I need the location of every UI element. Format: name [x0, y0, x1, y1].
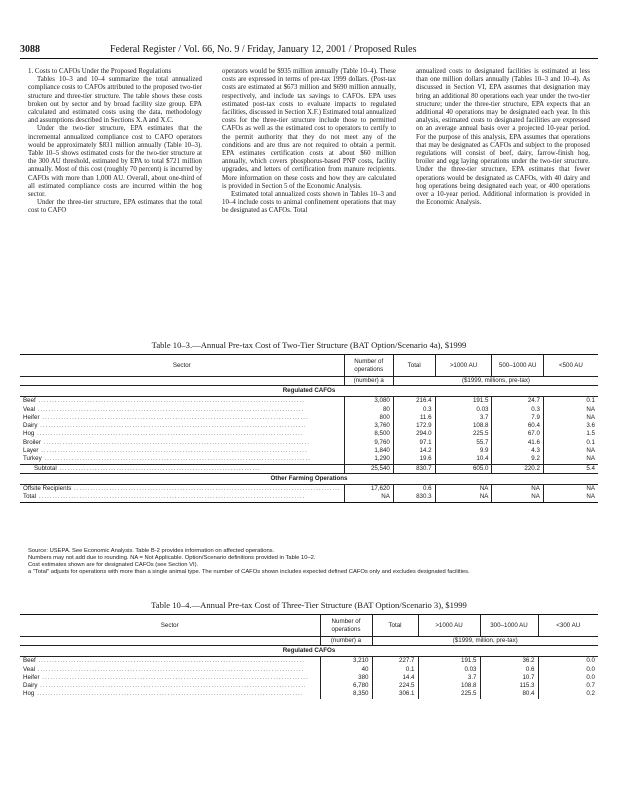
col-header-sector: Sector	[20, 615, 320, 637]
paragraph: Tables 10–3 and 10–4 summarize the total annualized compliance costs to CAFOs attributed to the proposed two-tier structure and three-tier structure. The table shows these costs broken out by sector and by broad facility size group. EPA calculated and estimated costs using the data, methodology and assumptions described in Sections X.A and X.C.	[28, 76, 202, 125]
cell: 191.5	[418, 657, 480, 666]
cell: 3.6	[543, 422, 598, 430]
section-heading: 1. Costs to CAFOs Under the Proposed Regulations	[28, 68, 172, 75]
cell: 36.2	[480, 657, 538, 666]
table-row	[20, 690, 598, 698]
cell: 0.0	[538, 674, 598, 682]
cell: 24.7	[492, 397, 543, 406]
cell: 3.7	[435, 414, 492, 422]
cell: 800	[344, 414, 393, 422]
cell: 306.1	[372, 690, 418, 698]
cell: 0.3	[492, 406, 543, 414]
cell: 60.4	[492, 422, 543, 430]
cell: 172.9	[393, 422, 435, 430]
subtotal-label: Subtotal ..........................................................................	[20, 464, 344, 473]
units-dollars: ($1999, million, pre-tax)	[372, 637, 598, 646]
cell: 97.1	[393, 439, 435, 447]
cell: 8,500	[344, 430, 393, 438]
col-header-total: Total	[372, 615, 418, 637]
table-row	[20, 455, 598, 464]
cell: 0.6	[480, 666, 538, 674]
col-header-large: >1000 AU	[435, 355, 492, 377]
row-label: Heifer ..................................................................................................	[23, 673, 309, 681]
table-row	[20, 493, 598, 502]
row-label: Veal ..................................................................................................	[23, 405, 305, 413]
section-label: Regulated CAFOs	[20, 646, 598, 657]
col-header-small: <300 AU	[538, 615, 598, 637]
cell: NA	[543, 406, 598, 414]
row-label: Beef ..................................................................................................	[23, 397, 305, 405]
table-row	[20, 657, 598, 666]
cell: 830.7	[393, 464, 435, 473]
section-label: Regulated CAFOs	[20, 386, 598, 397]
cell: 41.6	[492, 439, 543, 447]
table-row	[20, 430, 598, 438]
page-number: 3088	[20, 44, 40, 55]
table-10-3-rows	[20, 397, 598, 464]
note: Cost estimates shown are for designated CAFOs (see Section VI).	[28, 562, 199, 568]
col-header-medium: 300–1000 AU	[480, 615, 538, 637]
table-row	[20, 682, 598, 690]
running-title: Federal Register / Vol. 66, No. 9 / Friday, January 12, 2001 / Proposed Rules	[110, 44, 417, 55]
cell: 67.0	[492, 430, 543, 438]
table-10-3-notes	[28, 548, 598, 576]
cell: 0.1	[372, 666, 418, 674]
table-row	[20, 666, 598, 674]
table-10-4-rows	[20, 657, 598, 699]
table-10-4-title: Table 10–4.—Annual Pre-tax Cost of Three-Tier Structure (BAT Option/Scenario 3), $1999	[151, 600, 467, 610]
table-row	[20, 406, 598, 414]
row-label: Hog ..................................................................................................	[23, 430, 304, 438]
cell: 5.4	[543, 464, 598, 473]
cell: 0.7	[538, 682, 598, 690]
paragraph: Under the three-tier structure, EPA estimates that the total cost to CAFO	[28, 199, 202, 215]
row-label: Veal ..................................................................................................	[23, 665, 305, 673]
row-label: Turkey ..................................................................................................	[23, 455, 311, 463]
note: Numbers may not add due to rounding. NA = Not Applicable. Option/Scenario definitions provided in Table 10–2.	[28, 555, 316, 561]
cell: 0.1	[543, 439, 598, 447]
table-row	[20, 422, 598, 430]
cell: NA	[492, 493, 543, 502]
table-row	[20, 439, 598, 447]
row-label: Heifer ..................................................................................................	[23, 413, 309, 421]
cell: 108.8	[418, 682, 480, 690]
col-header-medium: 500–1000 AU	[492, 355, 543, 377]
cell: 14.2	[393, 447, 435, 455]
cell: NA	[543, 414, 598, 422]
table-row	[20, 414, 598, 422]
col-header-operations: Number of operations	[320, 615, 372, 637]
note: a "Total" adjusts for operations with more than a single animal type. The number of CAFOs shown includes expected defined CAFOs only and excludes designated facilities.	[28, 569, 470, 575]
cell: 19.6	[393, 455, 435, 464]
cell: 0.0	[538, 657, 598, 666]
paragraph: Estimated total annualized costs shown in Tables 10–3 and 10–4 include costs to animal confinement operations that may be designated as CAFOs. Total	[222, 191, 396, 215]
cell: NA	[435, 484, 492, 493]
row-label: Hog ..................................................................................................	[23, 690, 304, 698]
table-10-3-title: Table 10–3.—Annual Pre-tax Cost of Two-Tier Structure (BAT Option/Scenario 4a), $1999	[151, 340, 467, 350]
cell: 80	[344, 406, 393, 414]
cell: 11.6	[393, 414, 435, 422]
col-header-small: <500 AU	[543, 355, 598, 377]
units-dollars: ($1999, millions, pre-tax)	[393, 377, 598, 386]
cell: 0.3	[393, 406, 435, 414]
table-row	[20, 397, 598, 406]
row-label: Beef ..................................................................................................	[23, 657, 305, 665]
cell: 605.0	[435, 464, 492, 473]
cell: 191.5	[435, 397, 492, 406]
cell: 220.2	[492, 464, 543, 473]
cell: 0.03	[435, 406, 492, 414]
table-10-4	[20, 614, 598, 699]
cell: 3,210	[320, 657, 372, 666]
cell: 40	[320, 666, 372, 674]
cell: NA	[543, 493, 598, 502]
cell: 14.4	[372, 674, 418, 682]
table-10-3-other-rows	[20, 484, 598, 502]
paragraph: annualized costs to designated facilities is estimated at less than one million dollars annually (Tables 10–3 and 10–4). As discussed in Section VI, EPA assumes that designation may bring an additional 80 operations each year under the two-tier structure; under the three-tier structure, EPA expects that an additional 40 operations may be designated each year. In this analysis, estimated costs to designated facilities are expressed on an average annual basis over a projected 10-year period. For the purpose of this analysis, EPA assumes that operations that may be designated as CAFOs and subject to the proposed regulations will consist of beef, dairy, farrow-finish hog, broiler and egg laying operations under the two-tier structure. Under the three-tier structure, EPA estimates that fewer operations would be designated as CAFOs, with 40 dairy and hog operations being designated each year, or 400 operations over a 10-year period. Additional information is provided in the Economic Analysis.	[416, 68, 590, 207]
cell: 6,780	[320, 682, 372, 690]
table-10-3	[20, 354, 598, 503]
units-count: (number) a	[320, 637, 372, 646]
table-row	[20, 447, 598, 455]
col-header-operations: Number of operations	[344, 355, 393, 377]
note: Source: USEPA. See Economic Analysis. Table B-2 provides information on affected operations.	[28, 548, 275, 554]
cell: 830.3	[393, 493, 435, 502]
col-header-total: Total	[393, 355, 435, 377]
row-label: Dairy ..................................................................................................	[23, 422, 307, 430]
cell: 1,840	[344, 447, 393, 455]
cell: 9.9	[435, 447, 492, 455]
cell: 3.7	[418, 674, 480, 682]
row-label: Offsite Recipients ..................................................................................................	[23, 484, 341, 492]
section-label: Other Farming Operations	[20, 473, 598, 484]
row-label: Dairy ..................................................................................................	[23, 682, 307, 690]
cell: 4.3	[492, 447, 543, 455]
page-header	[20, 44, 598, 59]
paragraph: operators would be $935 million annually (Table 10–4). These costs are expressed in terms of pre-tax 1999 dollars. (Post-tax costs are estimated at $673 million and $690 million annually, respectively, and include tax savings to CAFOs. EPA uses estimated post-tax costs to evaluate impacts to regulated facilities, discussed in Section X.F.) Estimated total annualized costs for the three-tier structure include those to permitted CAFOs as well as the estimated cost to operators to certify to the permit authority that they do not meet any of the conditions and are thus are not required to obtain a permit. EPA estimates certification costs at about $60 million annually, which covers phosphorus-based PNP costs, facility upgrades, and letters of certification from manure recipients. More information on these costs and how they are calculated is provided in Section 5 of the Economic Analysis.	[222, 68, 396, 190]
cell: 10.4	[435, 455, 492, 464]
cell: 0.6	[393, 484, 435, 493]
cell: 0.2	[538, 690, 598, 698]
cell: 1,290	[344, 455, 393, 464]
column-3	[416, 68, 590, 207]
units-count: (number) a	[344, 377, 393, 386]
column-2	[222, 68, 396, 216]
cell: 3,080	[344, 397, 393, 406]
cell: NA	[492, 484, 543, 493]
cell: 80.4	[480, 690, 538, 698]
cell: 108.8	[435, 422, 492, 430]
paragraph: Under the two-tier structure, EPA estimates that the incremental annualized compliance cost to CAFO operators would be approximately $831 million annually (Table 10–3). Table 10–5 shows estimated costs for the two-tier structure at the 300 AU threshold, estimated by EPA to total $721 million annually. Most of this cost (roughly 70 percent) is incurred by CAFOs with more than 1,000 AU. Overall, about one-third of all estimated compliance costs are incurred within the hog sector.	[28, 125, 202, 199]
cell: NA	[543, 447, 598, 455]
cell: 3,760	[344, 422, 393, 430]
cell: 25,540	[344, 464, 393, 473]
col-header-large: >1000 AU	[418, 615, 480, 637]
cell: 17,620	[344, 484, 393, 493]
row-label: Broiler ..................................................................................................	[23, 438, 311, 446]
col-header-sector: Sector	[20, 355, 344, 377]
cell: 0.1	[543, 397, 598, 406]
cell: 225.5	[435, 430, 492, 438]
cell: 9,760	[344, 439, 393, 447]
cell: NA	[435, 493, 492, 502]
cell: 115.3	[480, 682, 538, 690]
cell: NA	[344, 493, 393, 502]
column-1	[28, 68, 202, 216]
cell: 216.4	[393, 397, 435, 406]
cell: 227.7	[372, 657, 418, 666]
table-row	[20, 484, 598, 493]
cell: 380	[320, 674, 372, 682]
cell: 55.7	[435, 439, 492, 447]
cell: 7.9	[492, 414, 543, 422]
cell: 225.5	[418, 690, 480, 698]
cell: 8,350	[320, 690, 372, 698]
cell: 1.5	[543, 430, 598, 438]
cell: 224.5	[372, 682, 418, 690]
row-label: Layer ..................................................................................................	[23, 447, 308, 455]
body-columns	[28, 68, 598, 340]
cell: NA	[543, 484, 598, 493]
cell: 0.0	[538, 666, 598, 674]
cell: 10.7	[480, 674, 538, 682]
cell: 0.03	[418, 666, 480, 674]
cell: 294.0	[393, 430, 435, 438]
cell: 9.2	[492, 455, 543, 464]
row-label: Total ..................................................................................................	[20, 493, 344, 502]
table-row	[20, 674, 598, 682]
cell: NA	[543, 455, 598, 464]
